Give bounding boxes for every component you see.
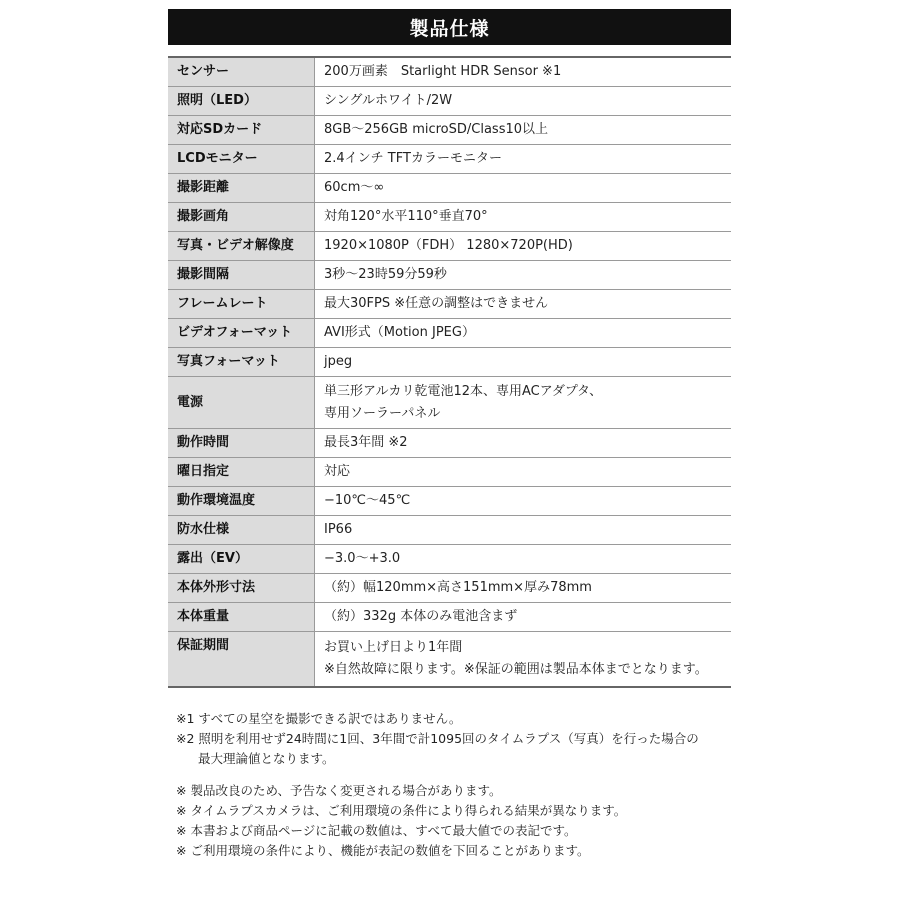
spec-value: [315, 632, 732, 688]
table-row: [168, 348, 731, 377]
disclaimer-note: ※ 製品改良のため、予告なく変更される場合があります。: [176, 783, 502, 798]
table-row: [168, 116, 731, 145]
spec-label: 電源: [168, 377, 315, 429]
spec-value: 最長3年間 ※2: [315, 429, 732, 458]
table-row: [168, 574, 731, 603]
spec-label: フレームレート: [168, 290, 315, 319]
table-row: [168, 290, 731, 319]
table-row: [168, 377, 731, 429]
spec-label: 本体重量: [168, 603, 315, 632]
table-row: [168, 516, 731, 545]
spec-value: IP66: [315, 516, 732, 545]
spec-label: 防水仕様: [168, 516, 315, 545]
spec-value-line: お買い上げ日より1年間: [324, 640, 463, 655]
spec-value-line: ※自然故障に限ります。※保証の範囲は製品本体までとなります。: [324, 662, 708, 677]
table-row: [168, 429, 731, 458]
table-row: [168, 87, 731, 116]
table-row: [168, 458, 731, 487]
spec-label: 照明（LED）: [168, 87, 315, 116]
spec-value: 対角120°水平110°垂直70°: [315, 203, 732, 232]
spec-value: 8GB～256GB microSD/Class10以上: [315, 116, 732, 145]
spec-label: 本体外形寸法: [168, 574, 315, 603]
spec-label: 露出（EV）: [168, 545, 315, 574]
table-row: [168, 232, 731, 261]
spec-value-line: 単三形アルカリ乾電池12本、専用ACアダプタ、: [324, 383, 603, 399]
spec-label: 撮影間隔: [168, 261, 315, 290]
notes-spacer: [176, 769, 736, 781]
spec-value: AVI形式（Motion JPEG）: [315, 319, 732, 348]
spec-value: 60cm～∞: [315, 174, 732, 203]
table-row: [168, 603, 731, 632]
table-row: [168, 145, 731, 174]
spec-label: LCDモニター: [168, 145, 315, 174]
spec-label: 撮影画角: [168, 203, 315, 232]
disclaimer-note: ※ ご利用環境の条件により、機能が表記の数値を下回ることがあります。: [176, 843, 590, 858]
spec-value: 3秒～23時59分59秒: [315, 261, 732, 290]
spec-value: −10℃～45℃: [315, 487, 732, 516]
spec-label: 対応SDカード: [168, 116, 315, 145]
spec-value: 200万画素 Starlight HDR Sensor ※1: [315, 57, 732, 87]
notes-section: [176, 709, 736, 861]
spec-value: （約）332g 本体のみ電池含まず: [315, 603, 732, 632]
table-row: [168, 319, 731, 348]
disclaimer-note: ※ 本書および商品ページに記載の数値は、すべて最大値での表記です。: [176, 823, 577, 838]
table-row: [168, 203, 731, 232]
spec-value: 最大30FPS ※任意の調整はできません: [315, 290, 732, 319]
spec-value: jpeg: [315, 348, 732, 377]
spec-label: 写真・ビデオ解像度: [168, 232, 315, 261]
table-row: [168, 632, 731, 688]
spec-value: [315, 377, 732, 429]
footnote: ※2 照明を利用せず24時間に1回、3年間で計1095回のタイムラプス（写真）を行った場合の: [176, 731, 699, 746]
table-row: [168, 174, 731, 203]
table-row: [168, 57, 731, 87]
spec-value-line: 専用ソーラーパネル: [324, 405, 441, 421]
page-title: 製品仕様: [168, 9, 731, 45]
footnote: ※1 すべての星空を撮影できる訳ではありません。: [176, 711, 462, 726]
spec-label: ビデオフォーマット: [168, 319, 315, 348]
spec-label: 撮影距離: [168, 174, 315, 203]
spec-value: 2.4インチ TFTカラーモニター: [315, 145, 732, 174]
spec-table: [168, 56, 731, 688]
spec-label: 動作時間: [168, 429, 315, 458]
table-row: [168, 487, 731, 516]
spec-value: （約）幅120mm×高さ151mm×厚み78mm: [315, 574, 732, 603]
spec-value: −3.0～+3.0: [315, 545, 732, 574]
table-row: [168, 545, 731, 574]
spec-value: シングルホワイト/2W: [315, 87, 732, 116]
spec-label: 保証期間: [168, 632, 315, 688]
spec-label: センサー: [168, 57, 315, 87]
footnote-continuation: 最大理論値となります。: [198, 751, 335, 766]
disclaimer-note: ※ タイムラプスカメラは、ご利用環境の条件により得られる結果が異なります。: [176, 803, 627, 818]
spec-label: 動作環境温度: [168, 487, 315, 516]
table-row: [168, 261, 731, 290]
spec-label: 曜日指定: [168, 458, 315, 487]
spec-value: 1920×1080P（FDH） 1280×720P(HD): [315, 232, 732, 261]
spec-value: 対応: [315, 458, 732, 487]
spec-label: 写真フォーマット: [168, 348, 315, 377]
